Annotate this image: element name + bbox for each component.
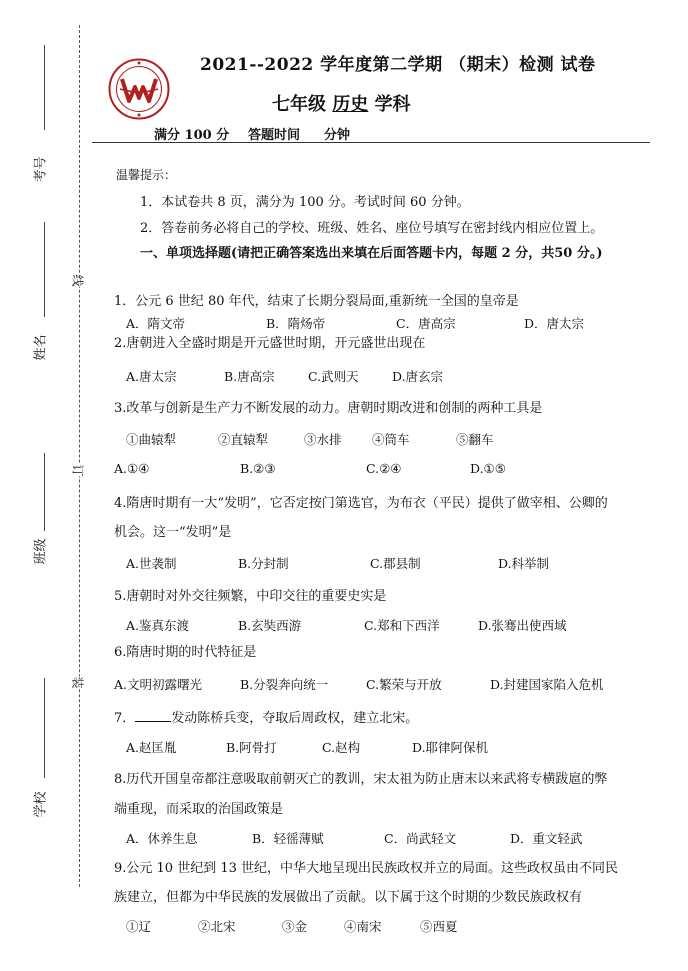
header-rule [92,142,650,143]
q4-option-c: C.郡县制 [370,556,421,571]
q8-option-a: A．休养生息 [126,831,198,846]
q3-item-3: ③水排 [304,432,342,447]
time-label: 答题时间 [248,128,301,143]
q1-option-a: A．隋文帝 [126,316,186,331]
q3-option-d: D.①⑤ [470,461,506,476]
question-3-stem: 3.改革与创新是生产力不断发展的动力。唐朝时期改进和创制的两种工具是 [114,401,543,416]
exam-title: 2021--2022 学年度第二学期 （期末）检测 试卷 [200,55,596,75]
q6-option-d: D.封建国家陷入危机 [490,677,604,692]
question-7-stem [114,707,418,726]
question-8-stem: 8.历代开国皇帝都注意吸取前朝灭亡的教训，宋太祖为防止唐末以来武将专横跋扈的弊 [114,772,608,787]
q4-option-b: B.分封制 [238,556,289,571]
seal-zhuang-char: 装 [68,676,89,688]
time-unit: 分钟 [324,128,351,143]
exam-no-label: 考号 [33,156,49,183]
q1-option-d: D．唐太宗 [524,316,585,331]
name-label: 姓名 [33,334,49,361]
subject-text: 历史 [332,94,369,115]
section-1-heading: 一、单项选择题(请把正确答案选出来填在后面答题卡内，每题 2 分，共50 分。) [140,246,603,261]
q3-option-c: C.②④ [366,461,402,476]
q7-option-d: D.耶律阿保机 [412,740,489,755]
q3-item-2: ②直辕犁 [218,432,269,447]
q5-option-b: B.玄奘西游 [238,618,302,633]
q7-number: 7． [114,711,136,726]
q8-option-c: C．尚武轻文 [384,831,457,846]
seal-line-char: 线 [68,274,89,286]
q2-option-c: C.武则天 [308,369,359,384]
q9-item-2: ②北宋 [198,919,236,934]
q7-text: 发动陈桥兵变，夺取后周政权，建立北宋。 [171,711,419,726]
score-info: 满分 100 分 [154,128,230,143]
class-label: 班级 [33,538,49,565]
q2-option-d: D.唐玄宗 [392,369,444,384]
grade-subject-line [272,90,411,116]
q7-option-b: B.阿骨打 [226,740,277,755]
exam-no-line [44,45,45,130]
question-1-stem: 1．公元 6 世纪 80 年代，结束了长期分裂局面,重新统一全国的皇帝是 [114,294,519,309]
seal-ding-char: 订 [68,464,89,476]
question-4-stem: 4.隋唐时期有一大“发明”，它否定按门第选官，为布衣（平民）提供了做宰相、公卿的 [114,496,608,511]
q9-item-4: ④南宋 [344,919,382,934]
q3-item-4: ④筒车 [372,432,410,447]
name-line [44,222,45,317]
tips-line-1: 1．本试卷共 8 页，满分为 100 分。考试时间 60 分钟。 [140,195,470,210]
q3-item-5: ⑤翻车 [456,432,494,447]
school-line [44,678,45,778]
q3-option-a: A.①④ [114,461,150,476]
q5-option-a: A.鉴真东渡 [126,618,190,633]
q5-option-d: D.张骞出使西域 [478,618,567,633]
q3-option-b: B.②③ [240,461,276,476]
q9-item-5: ⑤西夏 [420,919,458,934]
q3-item-1: ①曲辕犁 [126,432,177,447]
q9-item-3: ③金 [282,919,308,934]
school-label: 学校 [33,791,49,818]
q5-option-c: C.郑和下西洋 [364,618,440,633]
question-8-stem-cont: 端重现，而采取的治国政策是 [114,802,284,817]
q9-item-1: ①辽 [126,919,152,934]
grade-text: 七年级 [272,94,326,115]
question-4-stem-cont: 机会。这一“发明”是 [114,525,232,540]
question-9-stem-cont: 族建立，但都为中华民族的发展做出了贡献。以下属于这个时期的少数民族政权有 [114,890,583,905]
class-line [44,453,45,531]
seal-dashed-line [79,25,80,887]
q6-option-c: C.繁荣与开放 [366,677,442,692]
q1-option-c: C．唐高宗 [396,316,456,331]
q6-option-a: A.文明初露曙光 [114,677,203,692]
tips-line-2: 2．答卷前务必将自己的学校、班级、姓名、座位号填写在密封线内相应位置上。 [140,221,604,236]
q7-blank [135,709,171,722]
tips-heading: 温馨提示： [116,168,177,182]
question-6-stem: 6.隋唐时期的时代特征是 [114,645,257,660]
school-logo-icon [108,58,170,120]
q7-option-a: A.赵匡胤 [126,740,177,755]
q6-option-b: B.分裂奔向统一 [240,677,329,692]
q4-option-d: D.科举制 [498,556,550,571]
question-9-stem: 9.公元 10 世纪到 13 世纪，中华大地呈现出民族政权并立的局面。这些政权虽由不同民 [114,861,619,876]
q4-option-a: A.世袭制 [126,556,177,571]
subject-suffix: 学科 [374,94,411,115]
q8-option-b: B．轻徭薄赋 [252,831,324,846]
question-2-stem: 2.唐朝进入全盛时期是开元盛世时期，开元盛世出现在 [114,336,426,351]
q8-option-d: D．重文轻武 [510,831,583,846]
question-5-stem: 5.唐朝时对外交往频繁，中印交往的重要史实是 [114,589,387,604]
q7-option-c: C.赵构 [322,740,361,755]
q1-option-b: B．隋炀帝 [266,316,326,331]
q2-option-a: A.唐太宗 [126,369,177,384]
q2-option-b: B.唐高宗 [224,369,275,384]
